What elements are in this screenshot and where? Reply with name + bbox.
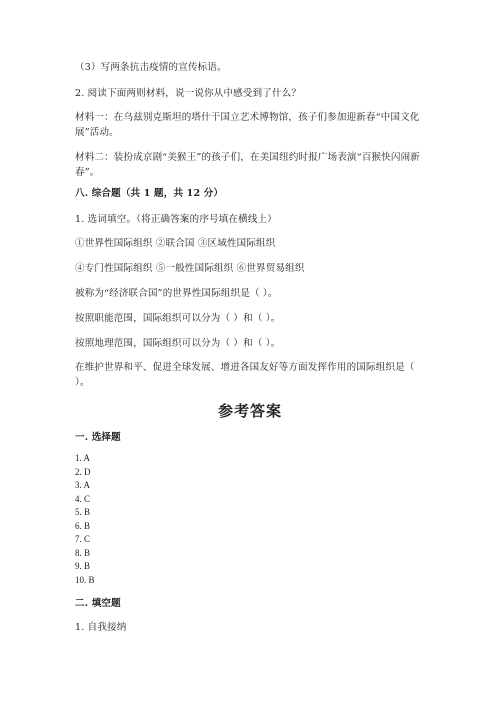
section-8-question-1-intro: 1. 选词填空。（将正确答案的序号填在横线上） — [75, 214, 277, 225]
question-2-intro: 2. 阅读下面两则材料，说一说你从中感受到了什么？ — [75, 88, 302, 99]
options-row-1: ①世界性国际组织 ②联合国 ③区域性国际组织 — [75, 238, 276, 249]
choice-answers-list — [75, 452, 95, 587]
list-item: 9. B — [75, 561, 91, 571]
list-item: 2. D — [75, 466, 91, 477]
list-item: 4. C — [75, 493, 91, 504]
section-8-heading: 八. 综合题（共 1 题，共 12 分） — [75, 188, 224, 199]
list-item: 6. B — [75, 520, 91, 531]
list-item: 8. B — [75, 547, 91, 558]
material-one-text: 材料一：在乌兹别克斯坦的塔什干国立艺术博物馆，孩子们参加迎新春“中国文化展”活动。 — [75, 112, 420, 138]
answers-section-2-heading: 二. 填空题 — [75, 598, 121, 609]
list-item: 10. B — [75, 574, 95, 585]
answers-title: 参考答案 — [217, 402, 282, 420]
list-item: 5. B — [75, 507, 91, 517]
fill-blank-4: 在维护世界和平、促进全球发展、增进各国友好等方面发挥作用的国际组织是（ ）。 — [75, 362, 415, 388]
fill-blank-3: 按照地理范围，国际组织可以分为（ ）和（ ）。 — [75, 338, 281, 349]
list-item: 1. A — [75, 453, 91, 463]
options-row-2: ④专门性国际组织 ⑤一般性国际组织 ⑥世界贸易组织 — [75, 263, 305, 274]
list-item: 7. C — [75, 534, 91, 544]
fill-blank-1: 被称为“经济联合国”的世界性国际组织是（ ）。 — [75, 288, 278, 299]
question-3-text: （3）写两条抗击疫情的宣传标语。 — [75, 62, 227, 73]
fill-answer-1: 1. 自我接纳 — [75, 622, 127, 633]
fill-blank-2: 按照职能范围，国际组织可以分为（ ）和（ ）。 — [75, 313, 281, 324]
material-two-text: 材料二：装扮成京剧“美猴王”的孩子们，在美国纽约时报广场表演“百猴快闪闹新春”。 — [75, 152, 420, 178]
list-item: 3. A — [75, 480, 91, 490]
answers-section-1-heading: 一. 选择题 — [75, 432, 121, 443]
